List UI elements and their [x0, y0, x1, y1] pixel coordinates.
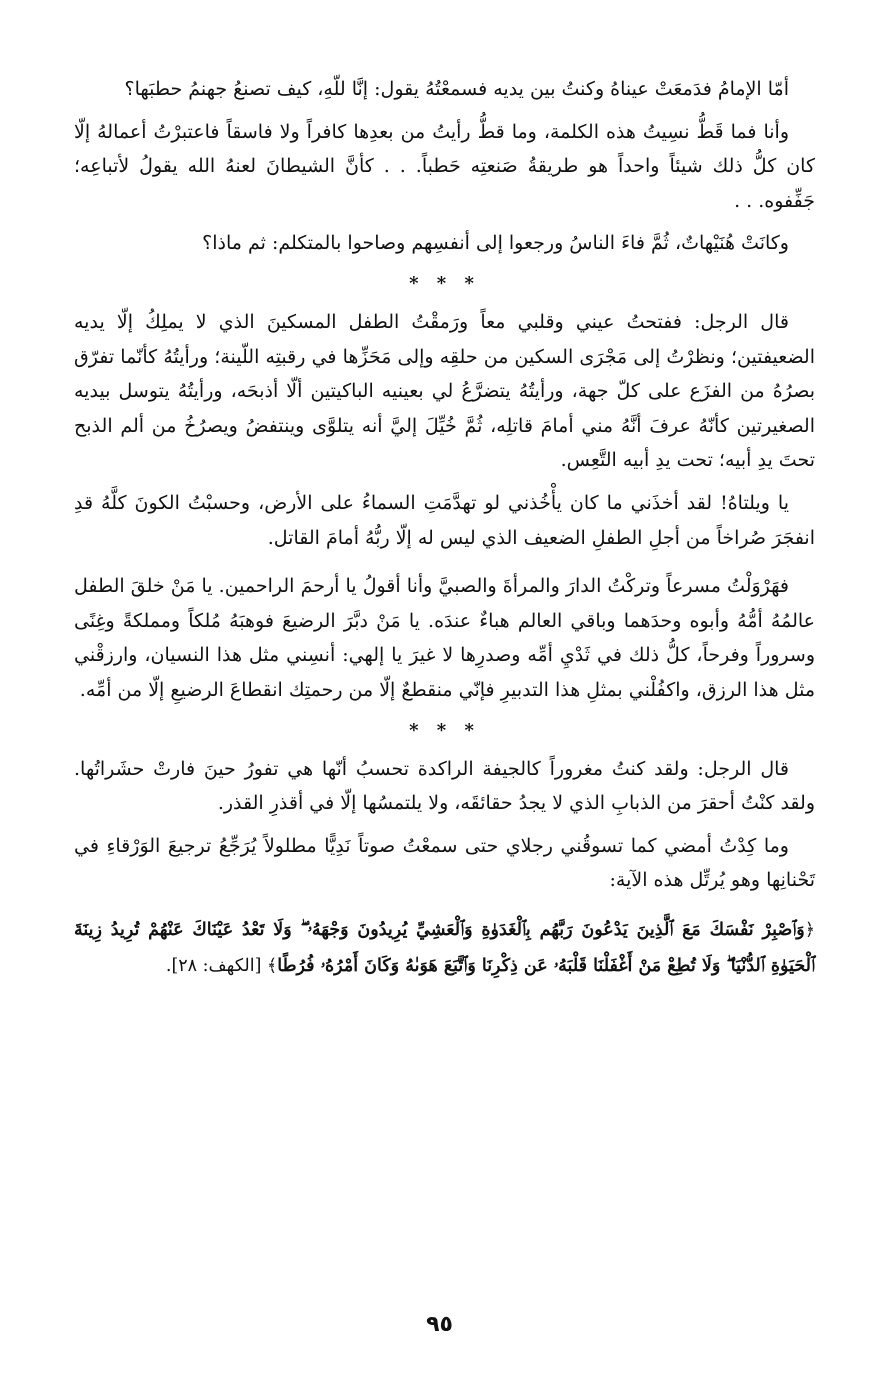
paragraph: أمّا الإمامُ فدَمعَتْ عيناهُ وكنتُ بين يديه فسمعْتُهُ يقول: إنَّا للّهِ، كيف تصنعُ جهنمُ حطبَها؟: [124, 78, 789, 100]
section-separator: * * *: [409, 272, 480, 294]
page-body: [74, 72, 815, 1001]
verse-close-bracket: ﴾: [267, 955, 278, 976]
quran-verse: [74, 912, 815, 984]
paragraph: قال الرجل: ففتحتُ عيني وقلبي معاً ورَمقْتُ الطفل المسكينَ الذي لا يملِكُ إلّا يديه الضعيفتين؛ ونظرْتُ إلى مَجْرَى السكين من حلقِه وإلى مَحَزِّها في رقبتِه اللّينة؛ ورأيتُهُ كأنّما تفرّق بصرُهُ من الفزَع على كلّ جهة، ورأيتُهُ يتضرَّعُ لي بعينيه الباكيتين ألّا أذبحَه، ورأيتُهُ يتوسل بيديه الصغيرتين كأنّهُ عرفَ أنَّهُ مني أمامَ قاتلِه، ثُمَّ خُيِّلَ إليَّ أنه يتلوَّى وينتفضُ ويصرُخُ من ألم الذبح تحتَ يدِ أبيه؛ تحت يدِ أبيه التَّعِس.: [74, 310, 815, 472]
paragraph: وكانَتْ هُنَيْهاتٌ، ثُمَّ فاءَ الناسُ ورجعوا إلى أنفسِهم وصاحوا بالمتكلم: ثم ماذا؟: [202, 232, 789, 255]
paragraph: قال الرجل: ولقد كنتُ مغروراً كالجيفة الراكدة تحسبُ أنّها هي تفورُ حينَ فارتْ حشَراتُها. ولقد كنْتُ أحقرَ من الذبابِ الذي لا يجدُ حقائقَه، ولا يلتمسُها إلّا في أقذرِ القذر.: [74, 757, 815, 815]
paragraph: يا ويلتاهُ! لقد أخذَني ما كان يأْخُذني لو تهدَّمَتِ السماءُ على الأرض، وحسبْتُ الكونَ كلَّهُ قدِ انفجَرَ صُراخاً من أجلِ الطفلِ الضعيف الذي ليس له إلّا ربُّهُ أمامَ القاتل.: [74, 491, 815, 549]
paragraph: وأنا فما قَطُّ نسِيتُ هذه الكلمة، وما قطُّ رأيتُ من بعدِها كافراً ولا فاسقاً فاعتبرْتُ أعمالهُ إلّا كان كلُّ ذلك شيئاً واحداً هو طريقةُ صَنعتِه حَطباً. . . كأنَّ الشيطانَ لعنهُ الله يقولُ لأتباعِه؛ جَفِّفوه. . .: [74, 120, 815, 212]
verse-open-bracket: ﴿: [804, 919, 815, 940]
paragraph: وما كِدْتُ أمضي كما تسوقُني رجلاي حتى سمعْتُ صوتاً نَدِيًّا مطلولاً يُرَجِّعُ ترجيعَ الوَرْقاءِ في تَحْنانِها وهو يُرتِّل هذه الآية:: [74, 834, 815, 892]
verse-reference: [الكهف: ٢٨].: [165, 955, 262, 976]
page-number: ٩٥: [426, 1312, 453, 1337]
section-separator: * * *: [409, 719, 480, 741]
verse-text: وَٱصْبِرْ نَفْسَكَ مَعَ ٱلَّذِينَ يَدْعُونَ رَبَّهُم بِٱلْغَدَوٰةِ وَٱلْعَشِيِّ يُرِيدُونَ وَجْهَهُۥ ۖ وَلَا تَعْدُ عَيْنَاكَ عَنْهُمْ تُرِيدُ زِينَةَ ٱلْحَيَوٰةِ ٱلدُّنْيَا ۖ وَلَا تُطِعْ مَنْ أَغْفَلْنَا قَلْبَهُۥ عَن ذِكْرِنَا وَٱتَّبَعَ هَوَىٰهُ وَكَانَ أَمْرُهُۥ فُرُطًا: [74, 919, 815, 976]
paragraph: فهَرْوَلْتُ مسرعاً وتركْتُ الدارَ والمرأةَ والصبيَّ وأنا أقولُ يا أرحمَ الراحمين. يا مَنْ خلقَ الطفل عالمُهُ أمُّهُ وأبوه وحدَهما وباقي العالم هباءٌ عندَه. يا مَنْ دبَّرَ الرضيعَ فوهبَهُ مُلكاً ومملكةً وغِنًى وسروراً وفرحاً، كلُّ ذلك في ثَدْيِ أمِّه وصدرِها لا غيرَ يا إلهي: أنسِني مثل هذا النسيان، وارزقْني مثل هذا الرزق، واكفُلْني بمثلِ هذا التدبيرِ فإنّي منقطعٌ إلّا من رحمتِك انقطاعَ الرضيعِ إلّا من أمِّه.: [74, 575, 815, 701]
